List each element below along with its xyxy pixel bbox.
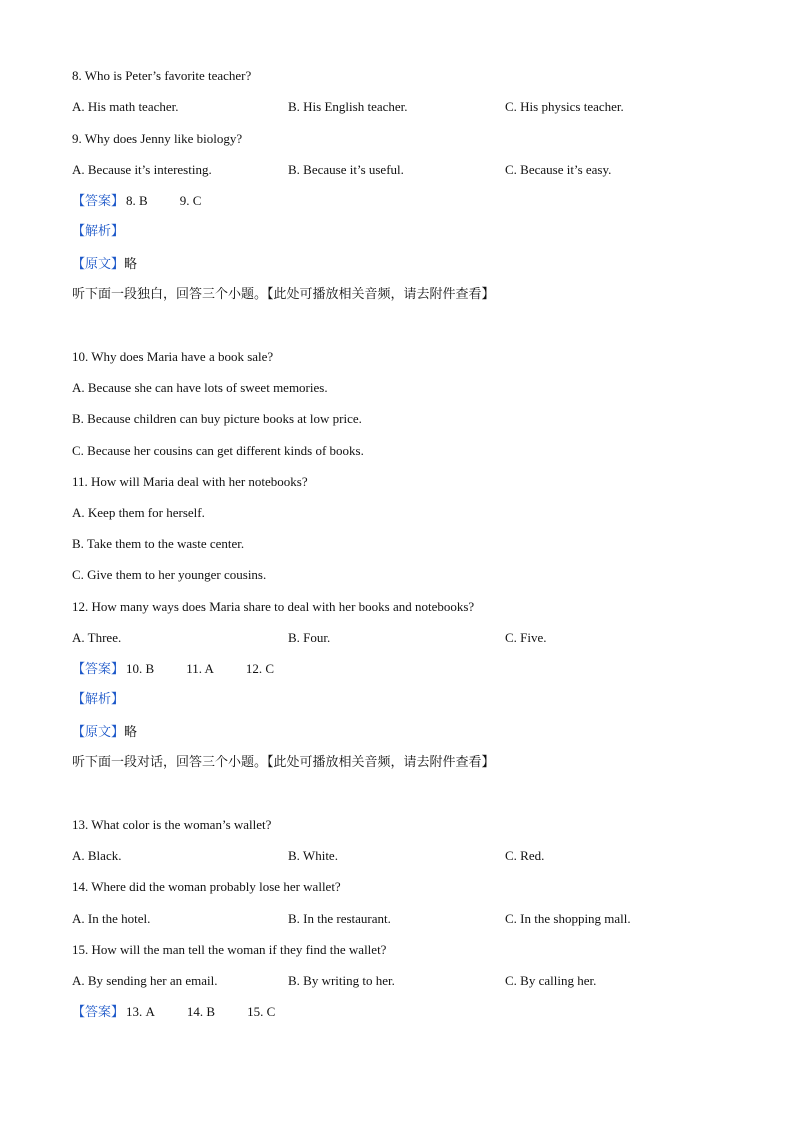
answer-label: 【答案】: [72, 662, 125, 677]
analysis-label-1: 【解析】: [72, 224, 125, 239]
listening-instruction-1: 听下面一段独白，回答三个小题。【此处可播放相关音频，请去附件查看】: [72, 287, 495, 302]
question-8-stem: 8. Who is Peter’s favorite teacher?: [72, 68, 252, 83]
question-8-option-c: C. His physics teacher.: [505, 99, 624, 114]
question-8-option-b: B. His English teacher.: [288, 99, 408, 114]
question-13-stem: 13. What color is the woman’s wallet?: [72, 817, 272, 832]
question-12-stem: 12. How many ways does Maria share to deal with her books and notebooks?: [72, 599, 475, 614]
original-line-2: [72, 724, 137, 741]
original-label: 【原文】: [72, 257, 125, 272]
question-14-option-c: C. In the shopping mall.: [505, 911, 631, 926]
answer-item: 14. B: [186, 1004, 216, 1019]
answer-label: 【答案】: [72, 1005, 125, 1020]
original-text: 略: [124, 725, 138, 740]
answer-line-2: [72, 661, 274, 678]
question-11-option-a: A. Keep them for herself.: [72, 505, 205, 520]
question-13-option-a: A. Black.: [72, 848, 122, 863]
question-14-stem: 14. Where did the woman probably lose her wallet?: [72, 879, 341, 894]
question-15-option-b: B. By writing to her.: [288, 973, 395, 988]
answer-line-3: [72, 1004, 275, 1021]
question-13-option-c: C. Red.: [505, 848, 545, 863]
question-10-option-b: B. Because children can buy picture books at low price.: [72, 411, 362, 426]
question-10-stem: 10. Why does Maria have a book sale?: [72, 349, 274, 364]
question-10-option-a: A. Because she can have lots of sweet memories.: [72, 380, 328, 395]
answer-item: 12. C: [245, 661, 275, 676]
question-15-option-c: C. By calling her.: [505, 973, 597, 988]
question-13-option-b: B. White.: [288, 848, 338, 863]
listening-instruction-2: 听下面一段对话，回答三个小题。【此处可播放相关音频，请去附件查看】: [72, 755, 495, 770]
question-11-option-b: B. Take them to the waste center.: [72, 536, 245, 551]
question-9-option-a: A. Because it’s interesting.: [72, 162, 212, 177]
answer-item: 11. A: [186, 661, 214, 676]
question-9-option-b: B. Because it’s useful.: [288, 162, 404, 177]
answer-item: 15. C: [247, 1004, 276, 1019]
question-9-stem: 9. Why does Jenny like biology?: [72, 131, 243, 146]
question-12-option-c: C. Five.: [505, 630, 547, 645]
question-8-option-a: A. His math teacher.: [72, 99, 179, 114]
question-15-stem: 15. How will the man tell the woman if they find the wallet?: [72, 942, 387, 957]
answer-item: 13. A: [126, 1004, 155, 1019]
question-11-stem: 11. How will Maria deal with her notebooks?: [72, 474, 308, 489]
answer-line-1: [72, 193, 201, 210]
analysis-label-2: 【解析】: [72, 692, 125, 707]
question-9-option-c: C. Because it’s easy.: [505, 162, 612, 177]
answer-item: 10. B: [126, 661, 155, 676]
answer-item: 8. B: [126, 193, 148, 208]
question-11-option-c: C. Give them to her younger cousins.: [72, 567, 267, 582]
question-12-option-a: A. Three.: [72, 630, 122, 645]
original-text: 略: [124, 257, 138, 272]
answer-item: 9. C: [179, 193, 202, 208]
original-label: 【原文】: [72, 725, 125, 740]
question-14-option-a: A. In the hotel.: [72, 911, 151, 926]
question-12-option-b: B. Four.: [288, 630, 331, 645]
question-14-option-b: B. In the restaurant.: [288, 911, 391, 926]
question-15-option-a: A. By sending her an email.: [72, 973, 218, 988]
original-line-1: [72, 256, 137, 273]
question-10-option-c: C. Because her cousins can get different kinds of books.: [72, 443, 364, 458]
answer-label: 【答案】: [72, 194, 125, 209]
